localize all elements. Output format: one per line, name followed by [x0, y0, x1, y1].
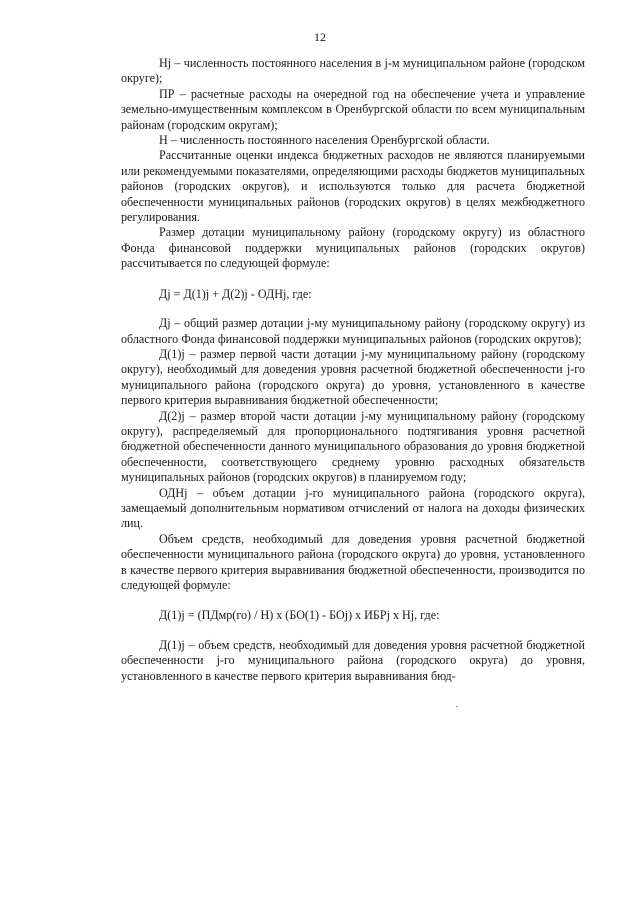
formula-total-dotation: Дj = Д(1)j + Д(2)j - ОДНj, где:: [159, 286, 312, 301]
paragraph-index-note: Рассчитанные оценки индекса бюджетных расходов не являются планируемыми или рекомендуемыми показателями, определяющими расходы бюджетов муниципальных районов (городских округов), и используются только для расчета бюджетной обеспеченности муниципальных районов (городских округов) в целях межбюджетного регулирования.: [121, 148, 585, 225]
document-body: [121, 56, 585, 684]
paragraph-hj-definition: Hj – численность постоянного населения в j-м муниципальном районе (городском округе);: [121, 56, 585, 86]
paragraph-n-definition: Н – численность постоянного населения Оренбургской области.: [159, 133, 490, 148]
paragraph-odnj-definition: ОДНj – объем дотации j-го муниципального района (городского округа), замещаемый дополнительным нормативом отчислений от налога на доходы физических лиц.: [121, 485, 585, 531]
scan-speck: [456, 706, 458, 707]
paragraph-d1j-volume-definition: Д(1)j – объем средств, необходимый для доведения уровня расчетной бюджетной обеспеченности j-го муниципального района (городского округа) до уровня, установленного в качестве первого критерия выравнивания бюд-: [121, 637, 585, 683]
paragraph-pr-definition: ПР – расчетные расходы на очередной год на обеспечение учета и управление земельно-имущественным комплексом в Оренбургской области по всем муниципальным районам (городским округам);: [121, 86, 585, 132]
paragraph-volume-intro: Объем средств, необходимый для доведения уровня расчетной бюджетной обеспеченности муниципального района (городского округа) до уровня, установленного в качестве первого критерия выравнивания бюджетной обеспеченности, производится по следующей формуле:: [121, 531, 585, 592]
paragraph-d2j-definition: Д(2)j – размер второй части дотации j-му муниципальному району (городскому округу), распределяемый для пропорционального подтягивания уровня расчетной бюджетной обеспеченности данного муниципального образования до уровня бюджетной обеспеченности, соответствующего среднему уровню расходных обязательств муниципальных районов (городских округов) в планируемом году;: [121, 408, 585, 485]
paragraph-dotation-intro: Размер дотации муниципальному району (городскому округу) из областного Фонда финансовой поддержки муниципальных районов (городских округов) рассчитывается по следующей формуле:: [121, 225, 585, 271]
formula-first-part: Д(1)j = (ПДмр(го) / Н) х (БО(1) - БОj) х ИБРj х Hj, где:: [159, 608, 440, 623]
page-number: 12: [314, 30, 326, 44]
paragraph-d1j-definition: Д(1)j – размер первой части дотации j-му муниципальному району (городскому округу), необходимый для доведения уровня расчетной бюджетной обеспеченности j-го муниципального района (городского округа) до уровня, установленного в качестве первого критерия выравнивания бюджетной обеспеченности;: [121, 346, 585, 408]
paragraph-dj-definition: Дj – общий размер дотации j-му муниципальному району (городскому округу) из областного Фонда финансовой поддержки муниципальных районов (городских округов);: [121, 316, 585, 346]
